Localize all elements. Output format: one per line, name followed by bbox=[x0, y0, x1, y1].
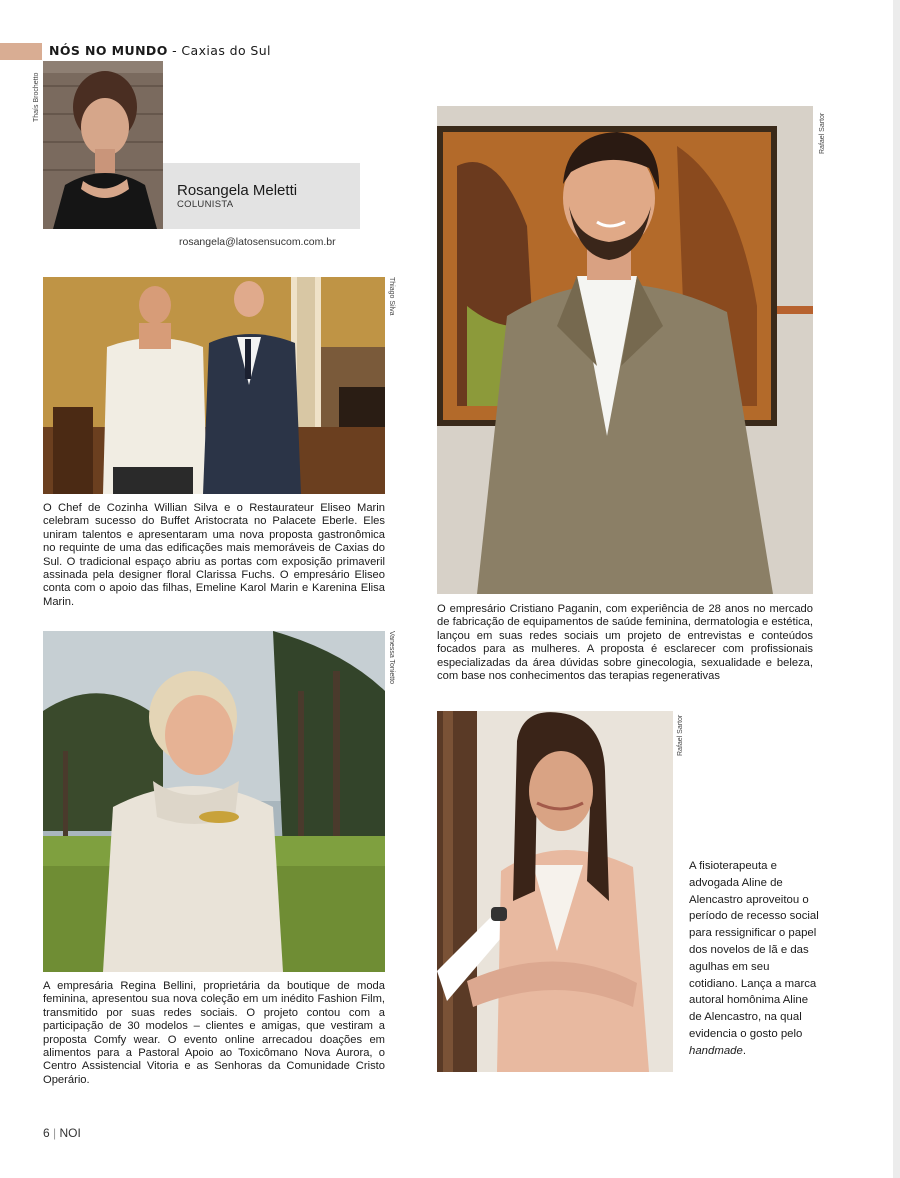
page-edge bbox=[893, 0, 900, 1178]
section-header bbox=[49, 43, 271, 58]
cristiano-photo-credit: Rafael Sartor bbox=[819, 112, 826, 154]
regina-bellini-photo bbox=[43, 631, 385, 972]
page-footer bbox=[43, 1126, 81, 1140]
aline-caption-end: . bbox=[742, 1044, 747, 1057]
cristiano-caption: O empresário Cristiano Paganin, com experiência de 28 anos no mercado de fabricação de equipamentos de saúde feminina, dermatologia e estética, lançou em suas redes sociais um projeto de entrevistas e conteúdos focados para as mulheres. A proposta é esclarecer com profissionais especializadas da área dúvidas sobre ginecologia, sexualidade e beleza, com base nos conhecimentos das terapias regenerativas bbox=[437, 603, 813, 683]
chef-photo-credit: Thiago Silva bbox=[388, 277, 395, 316]
aline-alencastro-photo bbox=[437, 711, 673, 1072]
regina-photo-credit: Vanessa Tonietto bbox=[388, 631, 395, 685]
aline-caption-italic: handmade bbox=[689, 1044, 743, 1057]
columnist-role: COLUNISTA bbox=[177, 199, 234, 210]
cristiano-paganin-photo bbox=[437, 106, 813, 594]
section-color-tab bbox=[0, 43, 42, 60]
section-separator: - bbox=[167, 43, 182, 58]
columnist-photo-credit: Thaís Brochetto bbox=[33, 72, 40, 122]
aline-caption bbox=[689, 858, 819, 1060]
aline-photo-credit: Rafael Sartor bbox=[677, 714, 684, 756]
section-name: NÓS NO MUNDO bbox=[49, 43, 168, 58]
chef-restaurateur-photo bbox=[43, 277, 385, 494]
page-number: 6 bbox=[43, 1126, 50, 1140]
footer-separator: | bbox=[53, 1126, 57, 1140]
columnist-photo bbox=[43, 61, 163, 229]
aline-caption-lead: A fisioterapeuta e advogada Aline de Alencastro aproveitou o período de recesso social para ressignificar o papel dos novelos de lã e das agulhas em seu cotidiano. Lança a marca autoral homônima Aline de Alencastro, na qual evidencia o gosto pelo bbox=[689, 860, 819, 1040]
chef-caption: O Chef de Cozinha Willian Silva e o Restaurateur Eliseo Marin celebram sucesso do Buffet Aristocrata no Palacete Eberle. Eles uniram talentos e apresentaram uma nova proposta gastronômica no requinte de uma das edificações mais memoráveis de Caxias do Sul. O tradicional espaço abriu as portas com exposição primaveril assinada pela designer floral Clarissa Fuchs. O empresário Eliseo conta com o apoio das filhas, Emeline Karol Marin e Karenina Elisa Marin. bbox=[43, 502, 385, 608]
columnist-email[interactable]: rosangela@latosensucom.com.br bbox=[179, 236, 336, 248]
columnist-name: Rosangela Meletti bbox=[177, 182, 298, 199]
regina-caption: A empresária Regina Bellini, proprietária da boutique de moda feminina, apresentou sua nova coleção em um inédito Fashion Film, transmitido por suas redes sociais. O projeto contou com a participação de 30 modelos – clientes e amigas, que vestiram a proposta Comfy wear. O evento online arrecadou doações em alimentos para a Pastoral Apoio ao Toxicômano Nova Aurora, o Centro Assistencial Vitoria e as Senhoras da Comunidade Cristo Operário. bbox=[43, 980, 385, 1086]
magazine-name: NOI bbox=[59, 1126, 81, 1140]
section-city: Caxias do Sul bbox=[181, 43, 271, 58]
